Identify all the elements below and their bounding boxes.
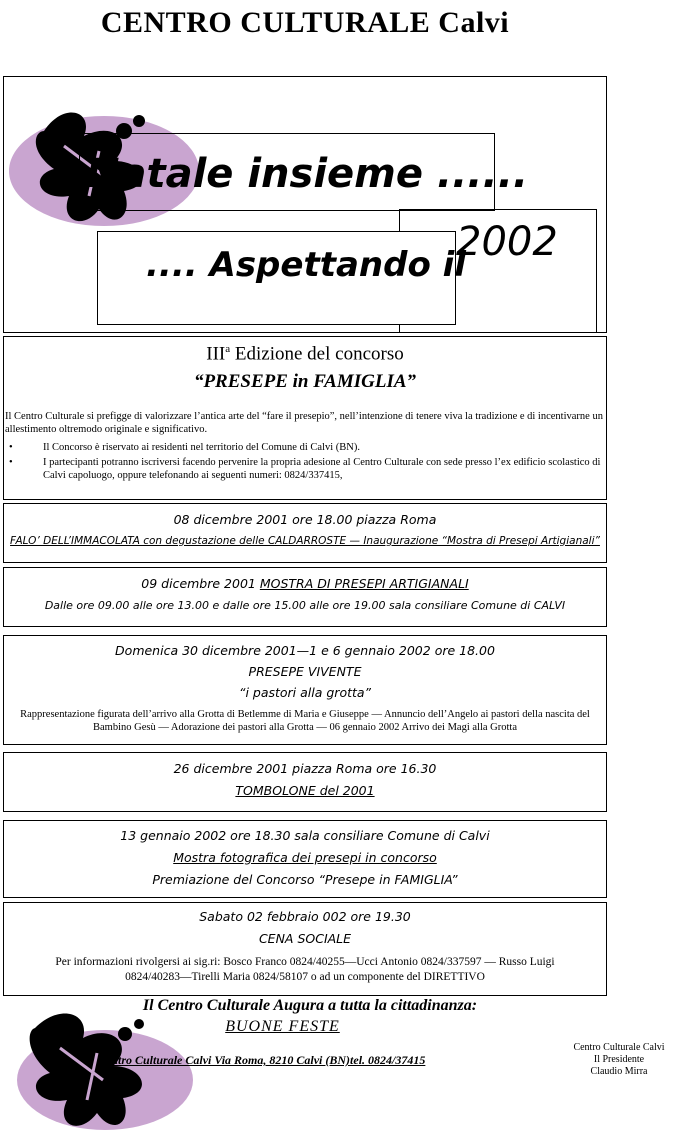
- event4-line2: TOMBOLONE del 2001: [235, 783, 375, 798]
- event-box-2: [3, 567, 607, 627]
- event-box-3: [3, 635, 607, 745]
- contest-intro: Il Centro Culturale si prefigge di valorizzare l’antica arte del “fare il presepio”, nell’intenzione di tenere viva la tradizione e di incentivarne un allestimento oltremodo originale e significativo.: [5, 411, 603, 435]
- contest-box: [3, 336, 607, 500]
- contest-name: “PRESEPE in FAMIGLIA”: [193, 371, 417, 392]
- event2-line2: Dalle ore 09.00 alle ore 13.00 e dalle ore 15.00 alle ore 19.00 sala consiliare Comune di CALVI: [44, 599, 566, 612]
- footer-address: Centro Culturale Calvi Via Roma, 8210 Calvi (BN)tel. 0824/37415: [98, 1053, 426, 1067]
- event2-line1: 09 dicembre 2001 MOSTRA DI PRESEPI ARTIGIANALI: [141, 576, 469, 591]
- event3-line1: Domenica 30 dicembre 2001—1 e 6 gennaio 2002 ore 18.00: [115, 643, 495, 658]
- page-title: CENTRO CULTURALE Calvi: [100, 6, 510, 39]
- event5-line1: 13 gennaio 2002 ore 18.30 sala consiliare Comune di Calvi: [120, 828, 490, 843]
- event1-line1: 08 dicembre 2001 ore 18.00 piazza Roma: [173, 512, 437, 527]
- event-box-5: [3, 820, 607, 898]
- rule-item: • I partecipanti potranno iscriversi facendo pervenire la propria adesione al Centro Culturale con sede presso l’ex edificio scolastico di Calvi capoluogo, oppure telefonando ai seguenti numeri: 0824/337415,: [5, 456, 605, 482]
- footer-greeting: Il Centro Culturale Augura a tutta la cittadinanza:: [142, 997, 478, 1014]
- event3-desc: Rappresentazione figurata dell’arrivo alla Grotta di Betlemme di Maria e Giuseppe — Annuncio dell’Angelo ai pastori della nascita del Bambino Gesù — Adorazione dei pastori alla Grotta — 06 gennaio 2002 Arrivo dei Magi alla Grotta: [20, 709, 590, 733]
- signature-org: Centro Culturale Calvi: [573, 1042, 665, 1053]
- signature-block: [560, 1042, 678, 1078]
- signature-name: Claudio Mirra: [590, 1066, 648, 1077]
- event6-desc: Per informazioni rivolgersi ai sig.ri: Bosco Franco 0824/40255—Ucci Antonio 0824/337597 — Russo Luigi 0824/40283—Tirelli Maria 0824/58107 o ad un componente del DIRETTIVO: [55, 956, 555, 983]
- event-box-6: [3, 902, 607, 996]
- banner-box: [3, 76, 607, 333]
- contest-edition: III$^a$ Edizione del concorso: [206, 343, 404, 365]
- event5-line2: Mostra fotografica dei presepi in concorso: [173, 850, 437, 865]
- event1-line2: FALO’ DELL’IMMACOLATA con degustazione delle CALDARROSTE — Inaugurazione “Mostra di Presepi Artigianali”: [10, 535, 600, 547]
- rule-item: • Il Concorso è riservato ai residenti nel territorio del Comune di Calvi (BN).: [5, 441, 605, 454]
- event3-line3: “i pastori alla grotta”: [238, 685, 372, 700]
- event6-line1: Sabato 02 febbraio 002 ore 19.30: [199, 909, 411, 924]
- banner-line2: .... Aspettando il: [146, 245, 466, 285]
- event-box-1: [3, 503, 607, 563]
- event6-line2: CENA SOCIALE: [258, 931, 352, 946]
- banner-year: 2002: [456, 219, 558, 265]
- contest-rules: [5, 441, 605, 482]
- event3-line2: PRESEPE VIVENTE: [248, 664, 362, 679]
- signature-role: Il Presidente: [593, 1054, 645, 1065]
- banner-line1: Natale insieme ......: [86, 151, 529, 197]
- event4-line1: 26 dicembre 2001 piazza Roma ore 16.30: [173, 761, 437, 776]
- footer-wishes: BUONE FESTE: [225, 1018, 340, 1035]
- event5-line3: Premiazione del Concorso “Presepe in FAMIGLIA”: [152, 872, 458, 887]
- event-box-4: [3, 752, 607, 812]
